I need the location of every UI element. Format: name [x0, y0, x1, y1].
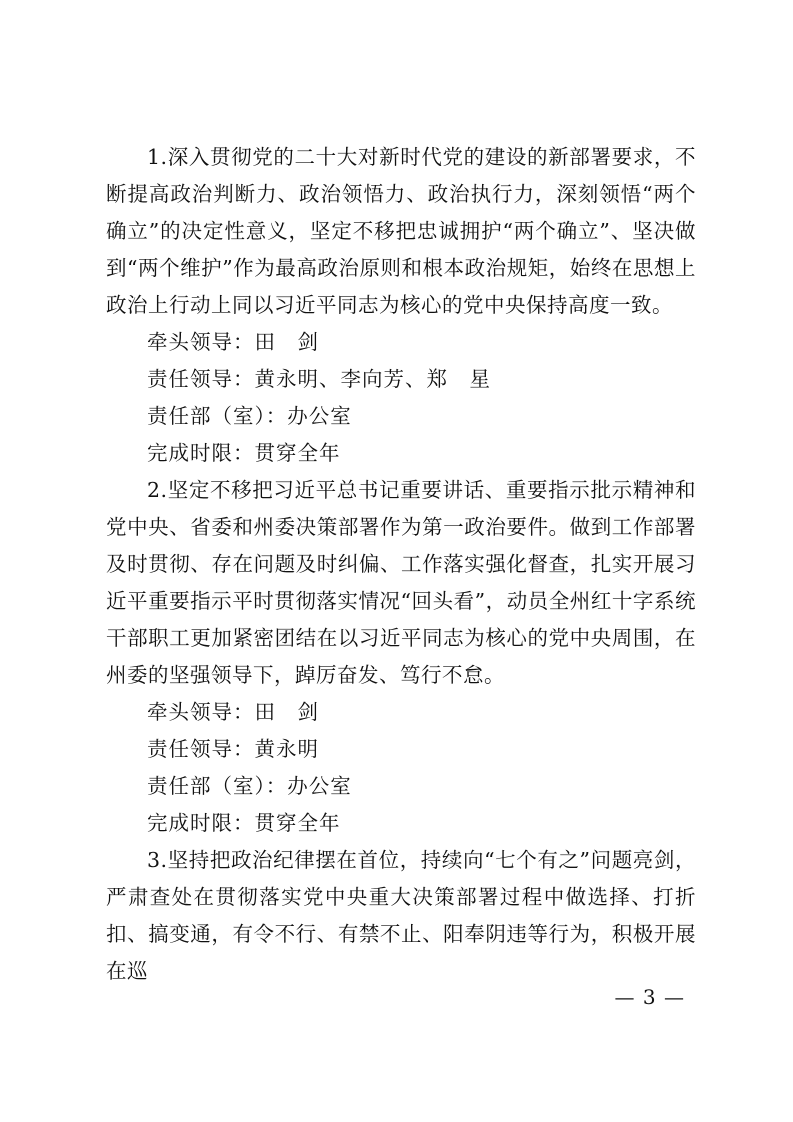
responsible-department-value: 办公室 — [287, 404, 352, 428]
deadline-label: 完成时限： — [147, 441, 255, 465]
item-1-lead-leader — [106, 324, 696, 361]
item-1-responsible-department — [106, 398, 696, 435]
responsible-department-label: 责任部（室）： — [147, 404, 288, 428]
lead-leader-label: 牵头领导： — [147, 330, 255, 354]
responsible-leader-label: 责任领导： — [147, 737, 255, 761]
lead-leader-value: 田 剑 — [254, 700, 319, 724]
document-body — [106, 139, 696, 990]
lead-leader-value: 田 剑 — [254, 330, 319, 354]
deadline-value: 贯穿全年 — [254, 811, 341, 835]
item-1-paragraph: 1.深入贯彻党的二十大对新时代党的建设的新部署要求，不断提高政治判断力、政治领悟力、政治执行力，深刻领悟“两个确立”的决定性意义，坚定不移把忠诚拥护“两个确立”、坚决做到“两个维护”作为最高政治原则和根本政治规矩，始终在思想上政治上行动上同以习近平同志为核心的党中央保持高度一致。 — [106, 145, 696, 317]
item-3-paragraph: 3.坚持把政治纪律摆在首位，持续向“七个有之”问题亮剑，严肃查处在贯彻落实党中央重大决策部署过程中做选择、打折扣、搞变通，有令不行、有禁不止、阳奉阴违等行为，积极开展在巡 — [106, 848, 696, 983]
responsible-department-label: 责任部（室）： — [147, 774, 288, 798]
responsible-leader-label: 责任领导： — [147, 367, 255, 391]
page-number: — 3 — — [614, 985, 685, 1009]
item-2-paragraph: 2.坚定不移把习近平总书记重要讲话、重要指示批示精神和党中央、省委和州委决策部署作为第一政治要件。做到工作部署及时贯彻、存在问题及时纠偏、工作落实强化督查，扎实开展习近平重要指示平时贯彻落实情况“回头看”，动员全州红十字系统干部职工更加紧密团结在以习近平同志为核心的党中央周围，在州委的坚强领导下，踔厉奋发、笃行不怠。 — [106, 478, 696, 687]
lead-leader-label: 牵头领导： — [147, 700, 255, 724]
item-1-deadline — [106, 435, 696, 472]
item-2-responsible-leader — [106, 731, 696, 768]
item-1-responsible-leader — [106, 361, 696, 398]
responsible-department-value: 办公室 — [287, 774, 352, 798]
item-2-responsible-department — [106, 768, 696, 805]
item-2-lead-leader — [106, 694, 696, 731]
responsible-leader-value: 黄永明 — [254, 737, 319, 761]
deadline-value: 贯穿全年 — [254, 441, 341, 465]
item-2-deadline — [106, 805, 696, 842]
responsible-leader-value: 黄永明、李向芳、郑 星 — [254, 367, 491, 391]
deadline-label: 完成时限： — [147, 811, 255, 835]
